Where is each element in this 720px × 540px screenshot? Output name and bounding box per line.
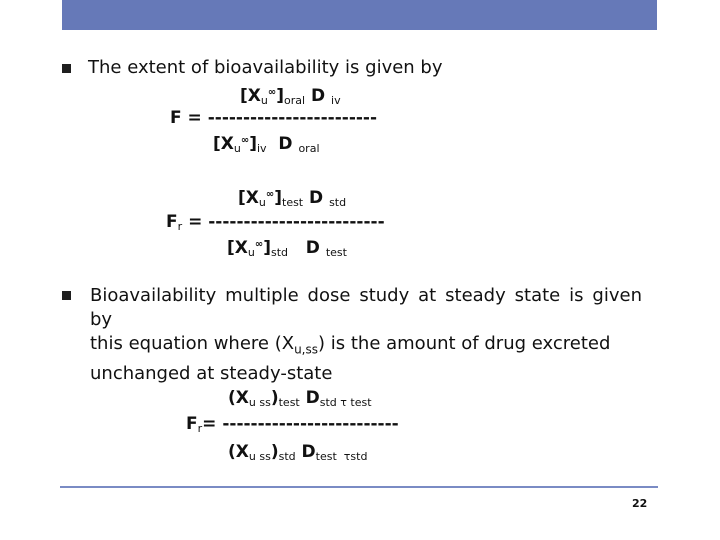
bullet-2-line-1: Bioavailability multiple dose study at steady state is given by [90, 285, 642, 330]
page-number: 22 [632, 497, 648, 510]
eq3-fraction-line: $F_r=$ ------------------------- [186, 414, 399, 435]
eq3-numerator: $(X_{u ss})_{test}$ $D_{std \tau test}$ [228, 388, 372, 409]
bullet-text-2 [90, 284, 642, 386]
eq1-fraction-line: F = ------------------------ [170, 108, 378, 128]
eq2-fraction-line: $F_r$ = ------------------------- [166, 212, 385, 233]
eq2-denominator: $[X_u^\infty]_{std}$ D $_{test}$ [227, 238, 347, 259]
bullet-2-line-3: unchanged at steady-state [90, 362, 333, 384]
bullet-marker-2 [62, 291, 71, 300]
bullet-marker-1 [62, 64, 71, 73]
footer-divider [60, 486, 658, 488]
eq2-numerator: $[X_u^\infty]_{test}$ D $_{std}$ [238, 188, 347, 209]
title-bar [62, 0, 657, 30]
eq3-denominator: $(X_{u ss})_{std}$ $D_{test \tau std}$ [228, 442, 368, 463]
bullet-text-1: The extent of bioavailability is given by [88, 57, 443, 78]
bullet-2-line-2: this equation where $(X_{u,ss})$ is the amount of drug excreted [90, 333, 611, 357]
eq1-numerator: $[X_u^\infty]_{oral}$ D $_{iv}$ [240, 86, 341, 107]
eq1-denominator: $[X_u^\infty]_{iv}$ D $_{oral}$ [213, 134, 320, 155]
